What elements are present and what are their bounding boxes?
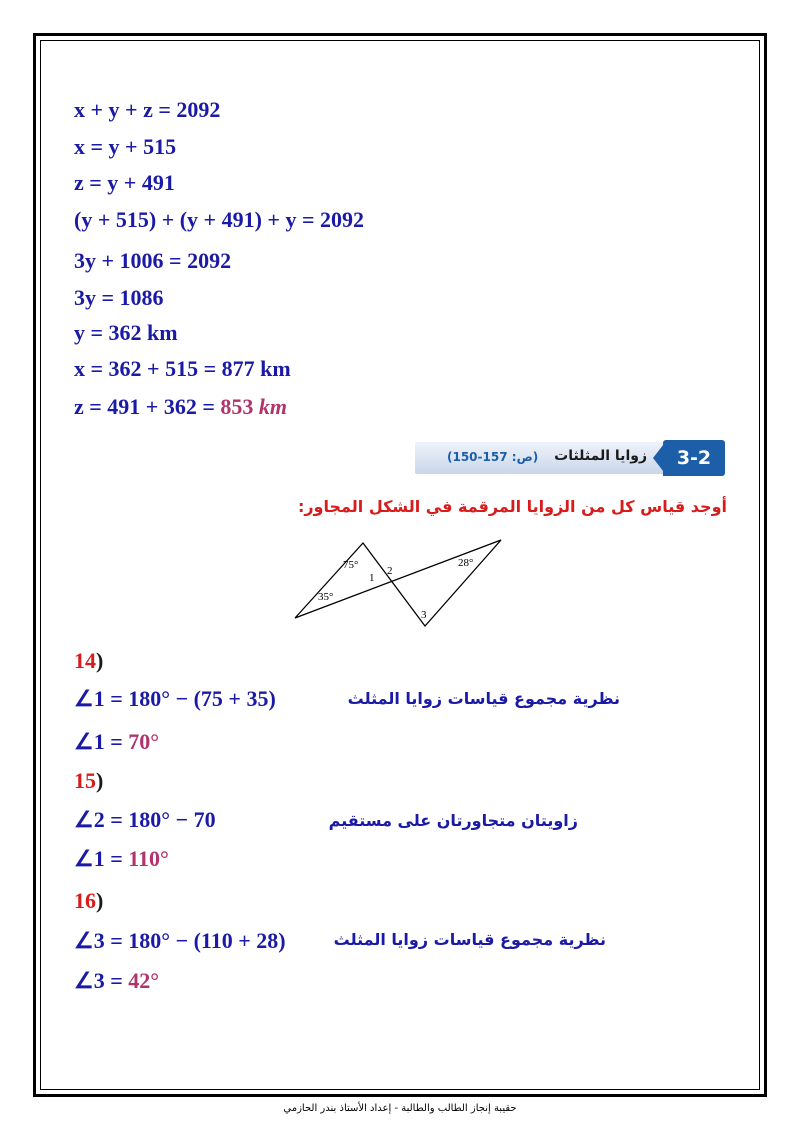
problem-14-number	[74, 648, 103, 674]
problem-14-paren: )	[96, 648, 104, 673]
problem-14-equation: ∠1 = 180° − (75 + 35)	[74, 686, 276, 711]
problem-14-answer-value: 70°	[128, 729, 160, 754]
problem-14-reason: نظرية مجموع قياسات زوايا المثلث	[347, 689, 620, 708]
problem-16-answer	[74, 968, 159, 994]
equation-line-9	[74, 394, 287, 420]
equation-line-9-unit: km	[258, 394, 287, 419]
lesson-banner	[415, 440, 725, 476]
problem-15-num: 15	[74, 768, 96, 793]
problem-15-reason: زاويتان متجاورتان على مستقيم	[328, 811, 578, 830]
problem-16-answer-prefix: ∠3 =	[74, 968, 129, 993]
problem-16-num: 16	[74, 888, 96, 913]
angle-label-2: 2	[387, 565, 393, 577]
figure-lines	[295, 540, 501, 626]
equation-line-9-value: 853	[220, 394, 254, 419]
angle-label-28: 28°	[458, 557, 474, 569]
equation-line-6: 3y = 1086	[74, 285, 164, 310]
problem-16-paren: )	[96, 888, 104, 913]
problem-15-number	[74, 768, 103, 794]
problem-15-equation: ∠2 = 180° − 70	[74, 807, 216, 832]
problem-14-num: 14	[74, 648, 96, 673]
lesson-title: زوايا المثلثات	[554, 448, 647, 464]
equation-line-4: (y + 515) + (y + 491) + y = 2092	[74, 207, 364, 232]
page-footer: حقيبة إنجاز الطالب والطالبة - إعداد الأستاذ بندر الحازمي	[283, 1103, 517, 1114]
equation-line-2: x = y + 515	[74, 134, 177, 159]
equation-line-3: z = y + 491	[74, 170, 175, 195]
lesson-pages: (ص: 157-150)	[447, 450, 539, 464]
equation-line-9-prefix: z = 491 + 362 =	[74, 394, 221, 419]
problem-16-number	[74, 888, 103, 914]
problem-15-answer-value: 110°	[128, 846, 169, 871]
problem-15-answer-prefix: ∠1 =	[74, 846, 129, 871]
question-text: أوجد قياس كل من الزوايا المرقمة في الشكل المجاور:	[297, 497, 727, 516]
problem-16-equation: ∠3 = 180° − (110 + 28)	[74, 928, 286, 953]
equation-line-5: 3y + 1006 = 2092	[74, 248, 232, 273]
problem-16-reason: نظرية مجموع قياسات زوايا المثلث	[333, 930, 606, 949]
problem-15-paren: )	[96, 768, 104, 793]
problem-14-answer	[74, 729, 159, 755]
triangles-figure	[285, 530, 515, 635]
problem-16-answer-value: 42°	[128, 968, 160, 993]
angle-label-1: 1	[369, 572, 375, 584]
angle-label-3: 3	[421, 609, 427, 621]
angle-label-35: 35°	[318, 591, 334, 603]
lesson-number: 3-2	[663, 440, 725, 476]
problem-15-answer	[74, 846, 169, 872]
equation-line-7: y = 362 km	[74, 320, 178, 345]
equation-line-1: x + y + z = 2092	[74, 97, 221, 122]
problem-14-answer-prefix: ∠1 =	[74, 729, 129, 754]
angle-label-75: 75°	[343, 559, 359, 571]
equation-line-8: x = 362 + 515 = 877 km	[74, 356, 291, 381]
